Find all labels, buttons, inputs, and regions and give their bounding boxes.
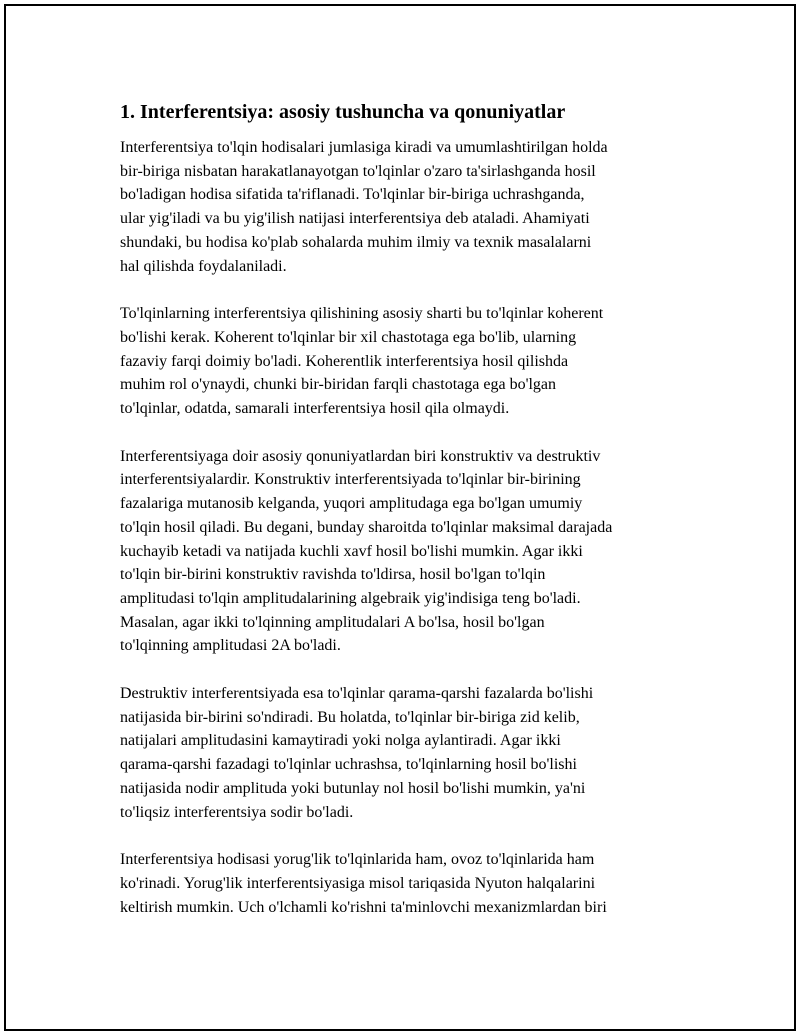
text-line: natijasida nodir amplituda yoki butunlay nol hosil bo'lishi mumkin, ya'ni bbox=[120, 779, 586, 797]
text-line: ko'rinadi. Yorug'lik interferentsiyasiga misol tariqasida Nyuton halqalarini bbox=[120, 874, 596, 892]
text-line: ular yig'iladi va bu yig'ilish natijasi interferentsiya deb ataladi. Ahamiyati bbox=[120, 210, 590, 228]
text-line: to'lqin hosil qiladi. Bu degani, bunday sharoitda to'lqinlar maksimal darajada bbox=[120, 518, 613, 536]
text-line: bo'lishi kerak. Koherent to'lqinlar bir xil chastotaga ega bo'lib, ularning bbox=[120, 328, 577, 346]
text-line: Interferentsiya hodisasi yorug'lik to'lqinlarida ham, ovoz to'lqinlarida ham bbox=[120, 851, 595, 869]
text-line: muhim rol o'ynaydi, chunki bir-biridan farqli chastotaga ega bo'lgan bbox=[120, 376, 556, 394]
text-line: Destruktiv interferentsiyada esa to'lqinlar qarama-qarshi fazalarda bo'lishi bbox=[120, 685, 594, 703]
text-line: kuchayib ketadi va natijada kuchli xavf hosil bo'lishi mumkin. Agar ikki bbox=[120, 542, 583, 560]
paragraph-2 bbox=[120, 302, 700, 421]
paragraph-4 bbox=[120, 682, 700, 824]
text-line: Interferentsiya to'lqin hodisalari jumlasiga kiradi va umumlashtirilgan holda bbox=[120, 139, 608, 156]
text-line: to'lqinlar, odatda, samarali interferentsiya hosil qila olmaydi. bbox=[120, 400, 510, 418]
text-line: shundaki, bu hodisa ko'plab sohalarda muhim ilmiy va texnik masalalarni bbox=[120, 233, 592, 251]
paragraph-3 bbox=[120, 445, 700, 658]
text-line: bo'ladigan hodisa sifatida ta'riflanadi. To'lqinlar bir-biriga uchrashganda, bbox=[120, 186, 585, 204]
text-line: to'lqin bir-birini konstruktiv ravishda to'ldirsa, hosil bo'lgan to'lqin bbox=[120, 566, 546, 584]
document-body bbox=[120, 100, 700, 943]
section-title: 1. Interferentsiya: asosiy tushuncha va qonuniyatlar bbox=[120, 101, 566, 123]
text-line: natijasida bir-birini so'ndiradi. Bu holatda, to'lqinlar bir-biriga zid kelib, bbox=[120, 708, 580, 726]
text-line: to'liqsiz interferentsiya sodir bo'ladi. bbox=[120, 803, 354, 821]
text-line: fazaviy farqi doimiy bo'ladi. Koherentlik interferentsiya hosil qilishda bbox=[120, 352, 569, 370]
text-line: amplitudasi to'lqin amplitudalarining algebraik yig'indisiga teng bo'ladi. bbox=[120, 589, 581, 607]
text-line: Masalan, agar ikki to'lqinning amplitudalari A bo'lsa, hosil bo'lgan bbox=[120, 613, 545, 631]
text-line: natijalari amplitudasini kamaytiradi yoki nolga aylantiradi. Agar ikki bbox=[120, 732, 561, 750]
page-frame bbox=[4, 4, 796, 1031]
text-line: To'lqinlarning interferentsiya qilishining asosiy sharti bu to'lqinlar koherent bbox=[120, 305, 604, 323]
text-line: interferentsiyalardir. Konstruktiv interferentsiyada to'lqinlar bir-birining bbox=[120, 471, 581, 489]
text-line: hal qilishda foydalaniladi. bbox=[120, 257, 287, 275]
text-line: keltirish mumkin. Uch o'lchamli ko'rishni ta'minlovchi mexanizmlardan biri bbox=[120, 898, 607, 916]
paragraph-1 bbox=[120, 136, 700, 278]
text-line: to'lqinning amplitudasi 2A bo'ladi. bbox=[120, 637, 341, 655]
text-line: qarama-qarshi fazadagi to'lqinlar uchrashsa, to'lqinlarning hosil bo'lishi bbox=[120, 756, 577, 774]
text-line: bir-biriga nisbatan harakatlanayotgan to'lqinlar o'zaro ta'sirlashganda hosil bbox=[120, 162, 596, 180]
text-line: fazalariga mutanosib kelganda, yuqori amplitudaga ega bo'lgan umumiy bbox=[120, 495, 583, 513]
paragraph-5 bbox=[120, 848, 700, 919]
text-line: Interferentsiyaga doir asosiy qonuniyatlardan biri konstruktiv va destruktiv bbox=[120, 447, 601, 465]
